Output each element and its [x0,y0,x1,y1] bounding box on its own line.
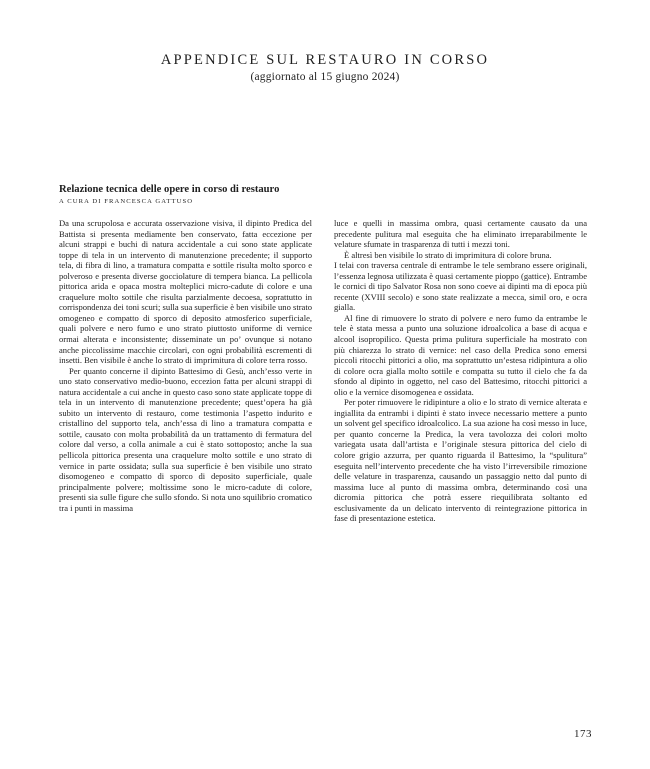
left-column [59,218,312,513]
section-title: Relazione tecnica delle opere in corso di restauro [59,184,280,195]
appendix-title: APPENDICE SUL RESTAURO IN CORSO [160,52,490,68]
paragraph: I telai con traversa centrale di entrambe le tele sembrano essere originali, l’essenza legnosa utilizzata è quasi certamente pioppo (gattice). Entrambe le cornici di tipo Salvator Rosa non sono coeve ai dipinti ma di epoca più recente (XVIII secolo) e sono state realizzate a mecca, simil oro, e ocra gialla. [334,260,587,313]
paragraph: Per quanto concerne il dipinto Battesimo di Gesù, anch’esso verte in uno stato conservativo medio-buono, eccezion fatta per alcuni strappi di natura accidentale a cui anche in questo caso sono state applicate toppe di tela in un intervento di manutenzione precedente; quest’opera ha già subito un intervento di restauro, come testimonia l’aspetto indurito e cristallino del supporto tela, anch’essa di lino a tramatura compatta e sottile, causato con molta probabilità da un trattamento di fermatura del colore dal verso, a colla animale a cui è stato sottoposto; anche la sua pellicola pittorica presenta una craquelure molto sottile e uno strato di vernice in parte ossidata; sulla sua superficie è ben visibile uno strato disomogeneo e compatto di sporco di deposito superficiale, quale principalmente polvere; moltissime sono le micro-cadute di colore, presenti sia sulle figure che sullo sfondo. Si nota uno squilibrio cromatico tra i punti in massima [59,365,312,513]
paragraph: Per poter rimuovere le ridipinture a olio e lo strato di vernice alterata e ingiallita da entrambi i dipinti è stato invece necessario mettere a punto un solvent gel specifico idroalcolico. La sua azione ha così messo in luce, per quanto concerne la Predica, la vera tavolozza dei colori molto variegata usata dall’artista e l’originale stesura pittorica del cielo di colore grigio azzurra, per quanto riguarda il Battesimo, la “spulitura” eseguita nell’intervento precedente che ha visto l’irreversibile rimozione delle velature in trasparenza, causando un passaggio netto dal punto di massima luce al punto di massima ombra, determinando così una dicromia pittorica che potrà essere riequilibrata soltanto ed esclusivamente da un delicato intervento di reintegrazione pittorica in fase di presentazione estetica. [334,397,587,524]
paragraph: Da una scrupolosa e accurata osservazione visiva, il dipinto Predica del Battista si presenta mediamente ben conservato, fatta eccezione per alcuni strappi e buchi di natura accidentale a cui sono state applicate toppe di tela in un intervento di manutenzione precedente; il supporto tela, di fibra di lino, a tramatura compatta e sottile risulta molto sporco e polveroso e presenta diverse gocciolature di tempera bianca. La pellicola pittorica arida e opaca mostra molteplici micro-cadute di colore e una craquelure molto sottile che risulta parzialmente decoesa, soprattutto in corrispondenza dei toni scuri; sulla sua superficie è ben visibile uno strato omogeneo e compatto di sporco di deposito atmosferico superficiale, quali polvere e nero fumo e uno strato piuttosto uniforme di vernice ormai alterata e inconsistente; disseminate un po’ ovunque si notano anche piccolissime macchie circolari, con ogni probabilità escrementi di insetti. Ben visibile è anche lo strato di imprimitura di colore terra rosso. [59,218,312,366]
page-number: 173 [574,728,592,740]
section-heading [59,183,579,207]
appendix-subtitle: (aggiornato al 15 giugno 2024) [250,71,400,83]
right-column [334,218,587,524]
paragraph: luce e quelli in massima ombra, quasi certamente causato da una precedente pulitura mal eseguita che ha eliminato irreparabilmente le velature sfumate in trasparenza di tutti i mezzi toni. [334,218,587,250]
paragraph: È altresì ben visibile lo strato di imprimitura di colore bruna. [344,249,552,260]
section-author: A CURA DI FRANCESCA GATTUSO [59,198,194,205]
paragraph: Al fine di rimuovere lo strato di polvere e nero fumo da entrambe le tele è stata messa a punto una soluzione idroalcolica a base di acqua e alcool isopropilico. Questa prima pulitura superficiale ha mostrato con più chiarezza lo strato di vernice: nel caso della Predica sono emersi piccoli ritocchi pittorici a olio, ma soprattutto un’estesa ridipintura a olio di colore ocra gialla molto sottile e compatta su tutto il cielo che fa da sfondo al dipinto in oggetto, nel caso del Battesimo, ritocchi pittorici a olio e la vernice disomogenea e ossidata. [334,312,587,397]
